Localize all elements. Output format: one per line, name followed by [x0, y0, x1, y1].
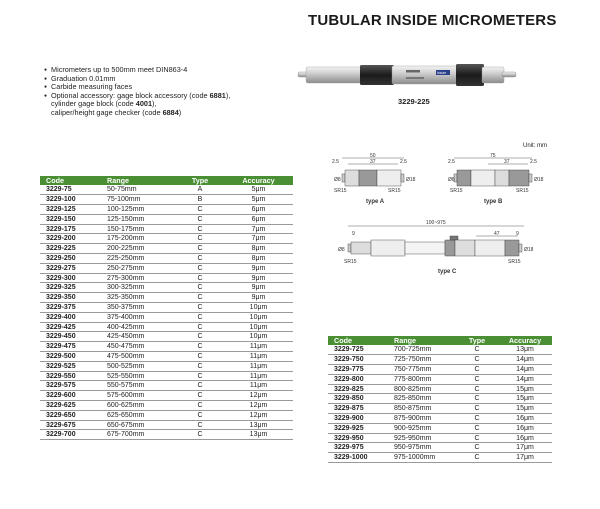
cell-range: 975-1000mm: [388, 453, 456, 463]
table-header-row: [40, 176, 293, 185]
dim-label: 50: [370, 153, 376, 159]
cell-code: 3229-575: [40, 381, 101, 391]
cell-range: 500-525mm: [101, 361, 176, 371]
cell-accuracy: 16μm: [498, 433, 552, 443]
cell-type: C: [456, 394, 498, 404]
cell-code: 3229-625: [40, 401, 101, 411]
cell-accuracy: 13μm: [498, 345, 552, 355]
cell-code: 3229-600: [40, 391, 101, 401]
table-row: [328, 453, 552, 463]
cell-accuracy: 15μm: [498, 404, 552, 414]
cell-accuracy: 6μm: [224, 214, 293, 224]
cell-type: C: [456, 345, 498, 355]
dim-label: SR15: [344, 259, 357, 265]
cell-accuracy: 7μm: [224, 224, 293, 234]
cell-accuracy: 9μm: [224, 273, 293, 283]
cell-type: C: [456, 404, 498, 414]
cell-range: 225-250mm: [101, 254, 176, 264]
cell-type: C: [456, 453, 498, 463]
cell-code: 3229-925: [328, 423, 388, 433]
table-row: [328, 443, 552, 453]
cell-code: 3229-350: [40, 293, 101, 303]
cell-range: 750-775mm: [388, 365, 456, 375]
cell-code: 3229-775: [328, 365, 388, 375]
table-row: [328, 374, 552, 384]
table-row: [40, 283, 293, 293]
cell-accuracy: 12μm: [224, 391, 293, 401]
cell-range: 475-500mm: [101, 352, 176, 362]
cell-code: 3229-175: [40, 224, 101, 234]
cell-code: 3229-425: [40, 322, 101, 332]
table-row: [328, 384, 552, 394]
diagram-type-b: [448, 150, 558, 210]
dim-label: 37: [504, 159, 510, 165]
cell-accuracy: 17μm: [498, 453, 552, 463]
column-header-code: Code: [328, 336, 388, 345]
diagram-type-a: [332, 150, 432, 210]
cell-range: 675-700mm: [101, 430, 176, 440]
feature-item-optional: ● Optional accessory: gage block accessory (code 6881), cylinder gage block (code 4001), caliper/height gage checker (code 6884): [44, 92, 294, 118]
cell-type: C: [176, 322, 224, 332]
cell-code: 3229-200: [40, 234, 101, 244]
cell-accuracy: 16μm: [498, 423, 552, 433]
cell-type: C: [176, 224, 224, 234]
table-row: [40, 273, 293, 283]
cell-code: 3229-475: [40, 342, 101, 352]
dim-label: Ø18: [534, 177, 544, 183]
column-header-range: Range: [388, 336, 456, 345]
table-row: [40, 342, 293, 352]
cell-range: 425-450mm: [101, 332, 176, 342]
table-row: [40, 430, 293, 440]
spec-table-2: [328, 336, 552, 463]
dim-label: 9: [516, 231, 519, 237]
table-row: [328, 365, 552, 375]
cell-range: 375-400mm: [101, 312, 176, 322]
cell-range: 275-300mm: [101, 273, 176, 283]
cell-range: 575-600mm: [101, 391, 176, 401]
cell-code: 3229-825: [328, 384, 388, 394]
table-row: [40, 352, 293, 362]
cell-accuracy: 5μm: [224, 195, 293, 205]
cell-type: C: [456, 443, 498, 453]
table-row: [40, 263, 293, 273]
cell-range: 925-950mm: [388, 433, 456, 443]
cell-code: 3229-275: [40, 263, 101, 273]
cell-range: 175-200mm: [101, 234, 176, 244]
cell-accuracy: 9μm: [224, 263, 293, 273]
spec-table-1: [40, 176, 293, 440]
cell-type: C: [456, 414, 498, 424]
cell-type: C: [456, 384, 498, 394]
cell-code: 3229-750: [328, 355, 388, 365]
table-row: [40, 401, 293, 411]
dim-label: SR15: [388, 188, 401, 194]
dim-label: 100~975: [426, 220, 446, 226]
cell-accuracy: 12μm: [224, 401, 293, 411]
dim-label: 2.5: [448, 159, 455, 165]
cell-accuracy: 16μm: [498, 414, 552, 424]
cell-code: 3229-250: [40, 254, 101, 264]
cell-accuracy: 8μm: [224, 254, 293, 264]
feature-item: ● Micrometers up to 500mm meet DIN863-4: [44, 66, 294, 75]
cell-type: C: [176, 205, 224, 215]
cell-range: 725-750mm: [388, 355, 456, 365]
cell-code: 3229-850: [328, 394, 388, 404]
cell-type: C: [176, 312, 224, 322]
cell-range: 875-900mm: [388, 414, 456, 424]
cell-type: C: [176, 234, 224, 244]
column-header-code: Code: [40, 176, 101, 185]
table-row: [40, 293, 293, 303]
cell-code: 3229-800: [328, 374, 388, 384]
cell-accuracy: 13μm: [224, 430, 293, 440]
cell-code: 3229-500: [40, 352, 101, 362]
cell-accuracy: 11μm: [224, 342, 293, 352]
dim-label: 75: [490, 153, 496, 159]
cell-range: 600-625mm: [101, 401, 176, 411]
column-header-type: Type: [176, 176, 224, 185]
cell-type: C: [176, 410, 224, 420]
cell-type: C: [176, 254, 224, 264]
page-title: TUBULAR INSIDE MICROMETERS: [308, 12, 557, 29]
cell-range: 800-825mm: [388, 384, 456, 394]
table-body: [328, 345, 552, 463]
table-row: [328, 355, 552, 365]
cell-type: C: [456, 433, 498, 443]
cell-type: C: [176, 401, 224, 411]
cell-type: C: [456, 374, 498, 384]
column-header-range: Range: [101, 176, 176, 185]
dim-label: SR15: [516, 188, 529, 194]
cell-range: 850-875mm: [388, 404, 456, 414]
cell-accuracy: 14μm: [498, 365, 552, 375]
feature-item: ● Carbide measuring faces: [44, 83, 294, 92]
cell-code: 3229-875: [328, 404, 388, 414]
cell-accuracy: 6μm: [224, 205, 293, 215]
cell-range: 650-675mm: [101, 420, 176, 430]
cell-range: 525-550mm: [101, 371, 176, 381]
cell-range: 825-850mm: [388, 394, 456, 404]
table-row: [40, 195, 293, 205]
dim-label: 47: [494, 231, 500, 237]
dim-label: SR15: [450, 188, 463, 194]
cell-code: 3229-525: [40, 361, 101, 371]
type-a-label: type A: [366, 199, 385, 205]
cell-range: 150-175mm: [101, 224, 176, 234]
cell-code: 3229-675: [40, 420, 101, 430]
column-header-type: Type: [456, 336, 498, 345]
cell-range: 950-975mm: [388, 443, 456, 453]
table-row: [40, 244, 293, 254]
dim-label: 2.5: [400, 159, 407, 165]
cell-accuracy: 11μm: [224, 361, 293, 371]
cell-code: 3229-75: [40, 185, 101, 195]
table-row: [40, 224, 293, 234]
photo-label-text: Insize: [437, 71, 447, 75]
table-row: [40, 303, 293, 313]
cell-accuracy: 15μm: [498, 394, 552, 404]
cell-code: 3229-450: [40, 332, 101, 342]
cell-range: 700-725mm: [388, 345, 456, 355]
dim-label: Ø8: [334, 177, 341, 183]
unit-note: Unit: mm: [523, 143, 547, 149]
table-row: [40, 381, 293, 391]
cell-range: 900-925mm: [388, 423, 456, 433]
cell-type: A: [176, 185, 224, 195]
cell-range: 400-425mm: [101, 322, 176, 332]
feature-item: ● Graduation 0.01mm: [44, 75, 294, 84]
table-row: [40, 322, 293, 332]
cell-code: 3229-725: [328, 345, 388, 355]
table-row: [40, 391, 293, 401]
table-row: [328, 414, 552, 424]
cell-range: 325-350mm: [101, 293, 176, 303]
cell-type: C: [176, 342, 224, 352]
cell-accuracy: 10μm: [224, 303, 293, 313]
cell-type: B: [176, 195, 224, 205]
table-row: [40, 234, 293, 244]
product-photo-caption: 3229-225: [398, 97, 430, 106]
cell-range: 450-475mm: [101, 342, 176, 352]
cell-range: 50-75mm: [101, 185, 176, 195]
cell-code: 3229-900: [328, 414, 388, 424]
table-row: [328, 404, 552, 414]
cell-type: C: [176, 214, 224, 224]
dim-label: 9: [352, 231, 355, 237]
dim-label: 37: [370, 159, 376, 165]
cell-accuracy: 7μm: [224, 234, 293, 244]
type-c-label: type C: [438, 269, 457, 275]
column-header-accuracy: Accuracy: [224, 176, 293, 185]
cell-accuracy: 14μm: [498, 355, 552, 365]
cell-type: C: [176, 244, 224, 254]
cell-code: 3229-100: [40, 195, 101, 205]
cell-accuracy: 8μm: [224, 244, 293, 254]
cell-type: C: [176, 273, 224, 283]
cell-range: 250-275mm: [101, 263, 176, 273]
dim-label: SR15: [334, 188, 347, 194]
table-header-row: [328, 336, 552, 345]
cell-code: 3229-150: [40, 214, 101, 224]
cell-accuracy: 11μm: [224, 371, 293, 381]
cell-type: C: [176, 381, 224, 391]
table-row: [40, 254, 293, 264]
cell-code: 3229-650: [40, 410, 101, 420]
cell-type: C: [176, 371, 224, 381]
cell-type: C: [176, 391, 224, 401]
cell-type: C: [176, 430, 224, 440]
cell-accuracy: 9μm: [224, 293, 293, 303]
type-b-label: type B: [484, 199, 503, 205]
cell-range: 350-375mm: [101, 303, 176, 313]
cell-type: C: [176, 352, 224, 362]
cell-range: 100-125mm: [101, 205, 176, 215]
cell-accuracy: 5μm: [224, 185, 293, 195]
table-row: [40, 410, 293, 420]
cell-accuracy: 10μm: [224, 312, 293, 322]
cell-type: C: [176, 283, 224, 293]
table-body: [40, 185, 293, 440]
cell-range: 200-225mm: [101, 244, 176, 254]
cell-code: 3229-550: [40, 371, 101, 381]
cell-range: 775-800mm: [388, 374, 456, 384]
cell-range: 125-150mm: [101, 214, 176, 224]
table-row: [328, 345, 552, 355]
cell-code: 3229-125: [40, 205, 101, 215]
dim-label: SR15: [508, 259, 521, 265]
cell-range: 550-575mm: [101, 381, 176, 391]
cell-range: 300-325mm: [101, 283, 176, 293]
dim-label: Ø18: [406, 177, 416, 183]
table-row: [328, 394, 552, 404]
cell-type: C: [176, 263, 224, 273]
cell-code: 3229-300: [40, 273, 101, 283]
table-row: [40, 185, 293, 195]
cell-code: 3229-325: [40, 283, 101, 293]
table-row: [40, 371, 293, 381]
cell-code: 3229-225: [40, 244, 101, 254]
cell-type: C: [176, 293, 224, 303]
cell-accuracy: 11μm: [224, 352, 293, 362]
cell-code: 3229-375: [40, 303, 101, 313]
table-row: [40, 332, 293, 342]
cell-accuracy: 17μm: [498, 443, 552, 453]
cell-code: 3229-1000: [328, 453, 388, 463]
dim-label: Ø8: [448, 177, 455, 183]
cell-type: C: [176, 332, 224, 342]
cell-accuracy: 14μm: [498, 374, 552, 384]
cell-accuracy: 15μm: [498, 384, 552, 394]
cell-code: 3229-700: [40, 430, 101, 440]
dim-label: 2.5: [332, 159, 339, 165]
cell-accuracy: 10μm: [224, 322, 293, 332]
table-row: [40, 361, 293, 371]
cell-accuracy: 11μm: [224, 381, 293, 391]
cell-code: 3229-975: [328, 443, 388, 453]
table-row: [328, 423, 552, 433]
table-row: [40, 420, 293, 430]
cell-code: 3229-400: [40, 312, 101, 322]
dim-label: Ø8: [338, 247, 345, 253]
cell-type: C: [176, 420, 224, 430]
table-row: [328, 433, 552, 443]
cell-accuracy: 10μm: [224, 332, 293, 342]
cell-range: 625-650mm: [101, 410, 176, 420]
feature-list: [44, 66, 294, 118]
cell-accuracy: 12μm: [224, 410, 293, 420]
cell-accuracy: 13μm: [224, 420, 293, 430]
table-row: [40, 312, 293, 322]
cell-accuracy: 9μm: [224, 283, 293, 293]
dim-label: Ø18: [524, 247, 534, 253]
cell-type: C: [176, 303, 224, 313]
cell-range: 75-100mm: [101, 195, 176, 205]
cell-type: C: [176, 361, 224, 371]
cell-code: 3229-950: [328, 433, 388, 443]
cell-type: C: [456, 423, 498, 433]
table-row: [40, 214, 293, 224]
column-header-accuracy: Accuracy: [498, 336, 552, 345]
cell-type: C: [456, 365, 498, 375]
dim-label: 2.5: [530, 159, 537, 165]
micrometer-photo: [296, 58, 526, 94]
diagram-type-c: [338, 218, 538, 280]
cell-type: C: [456, 355, 498, 365]
table-row: [40, 205, 293, 215]
